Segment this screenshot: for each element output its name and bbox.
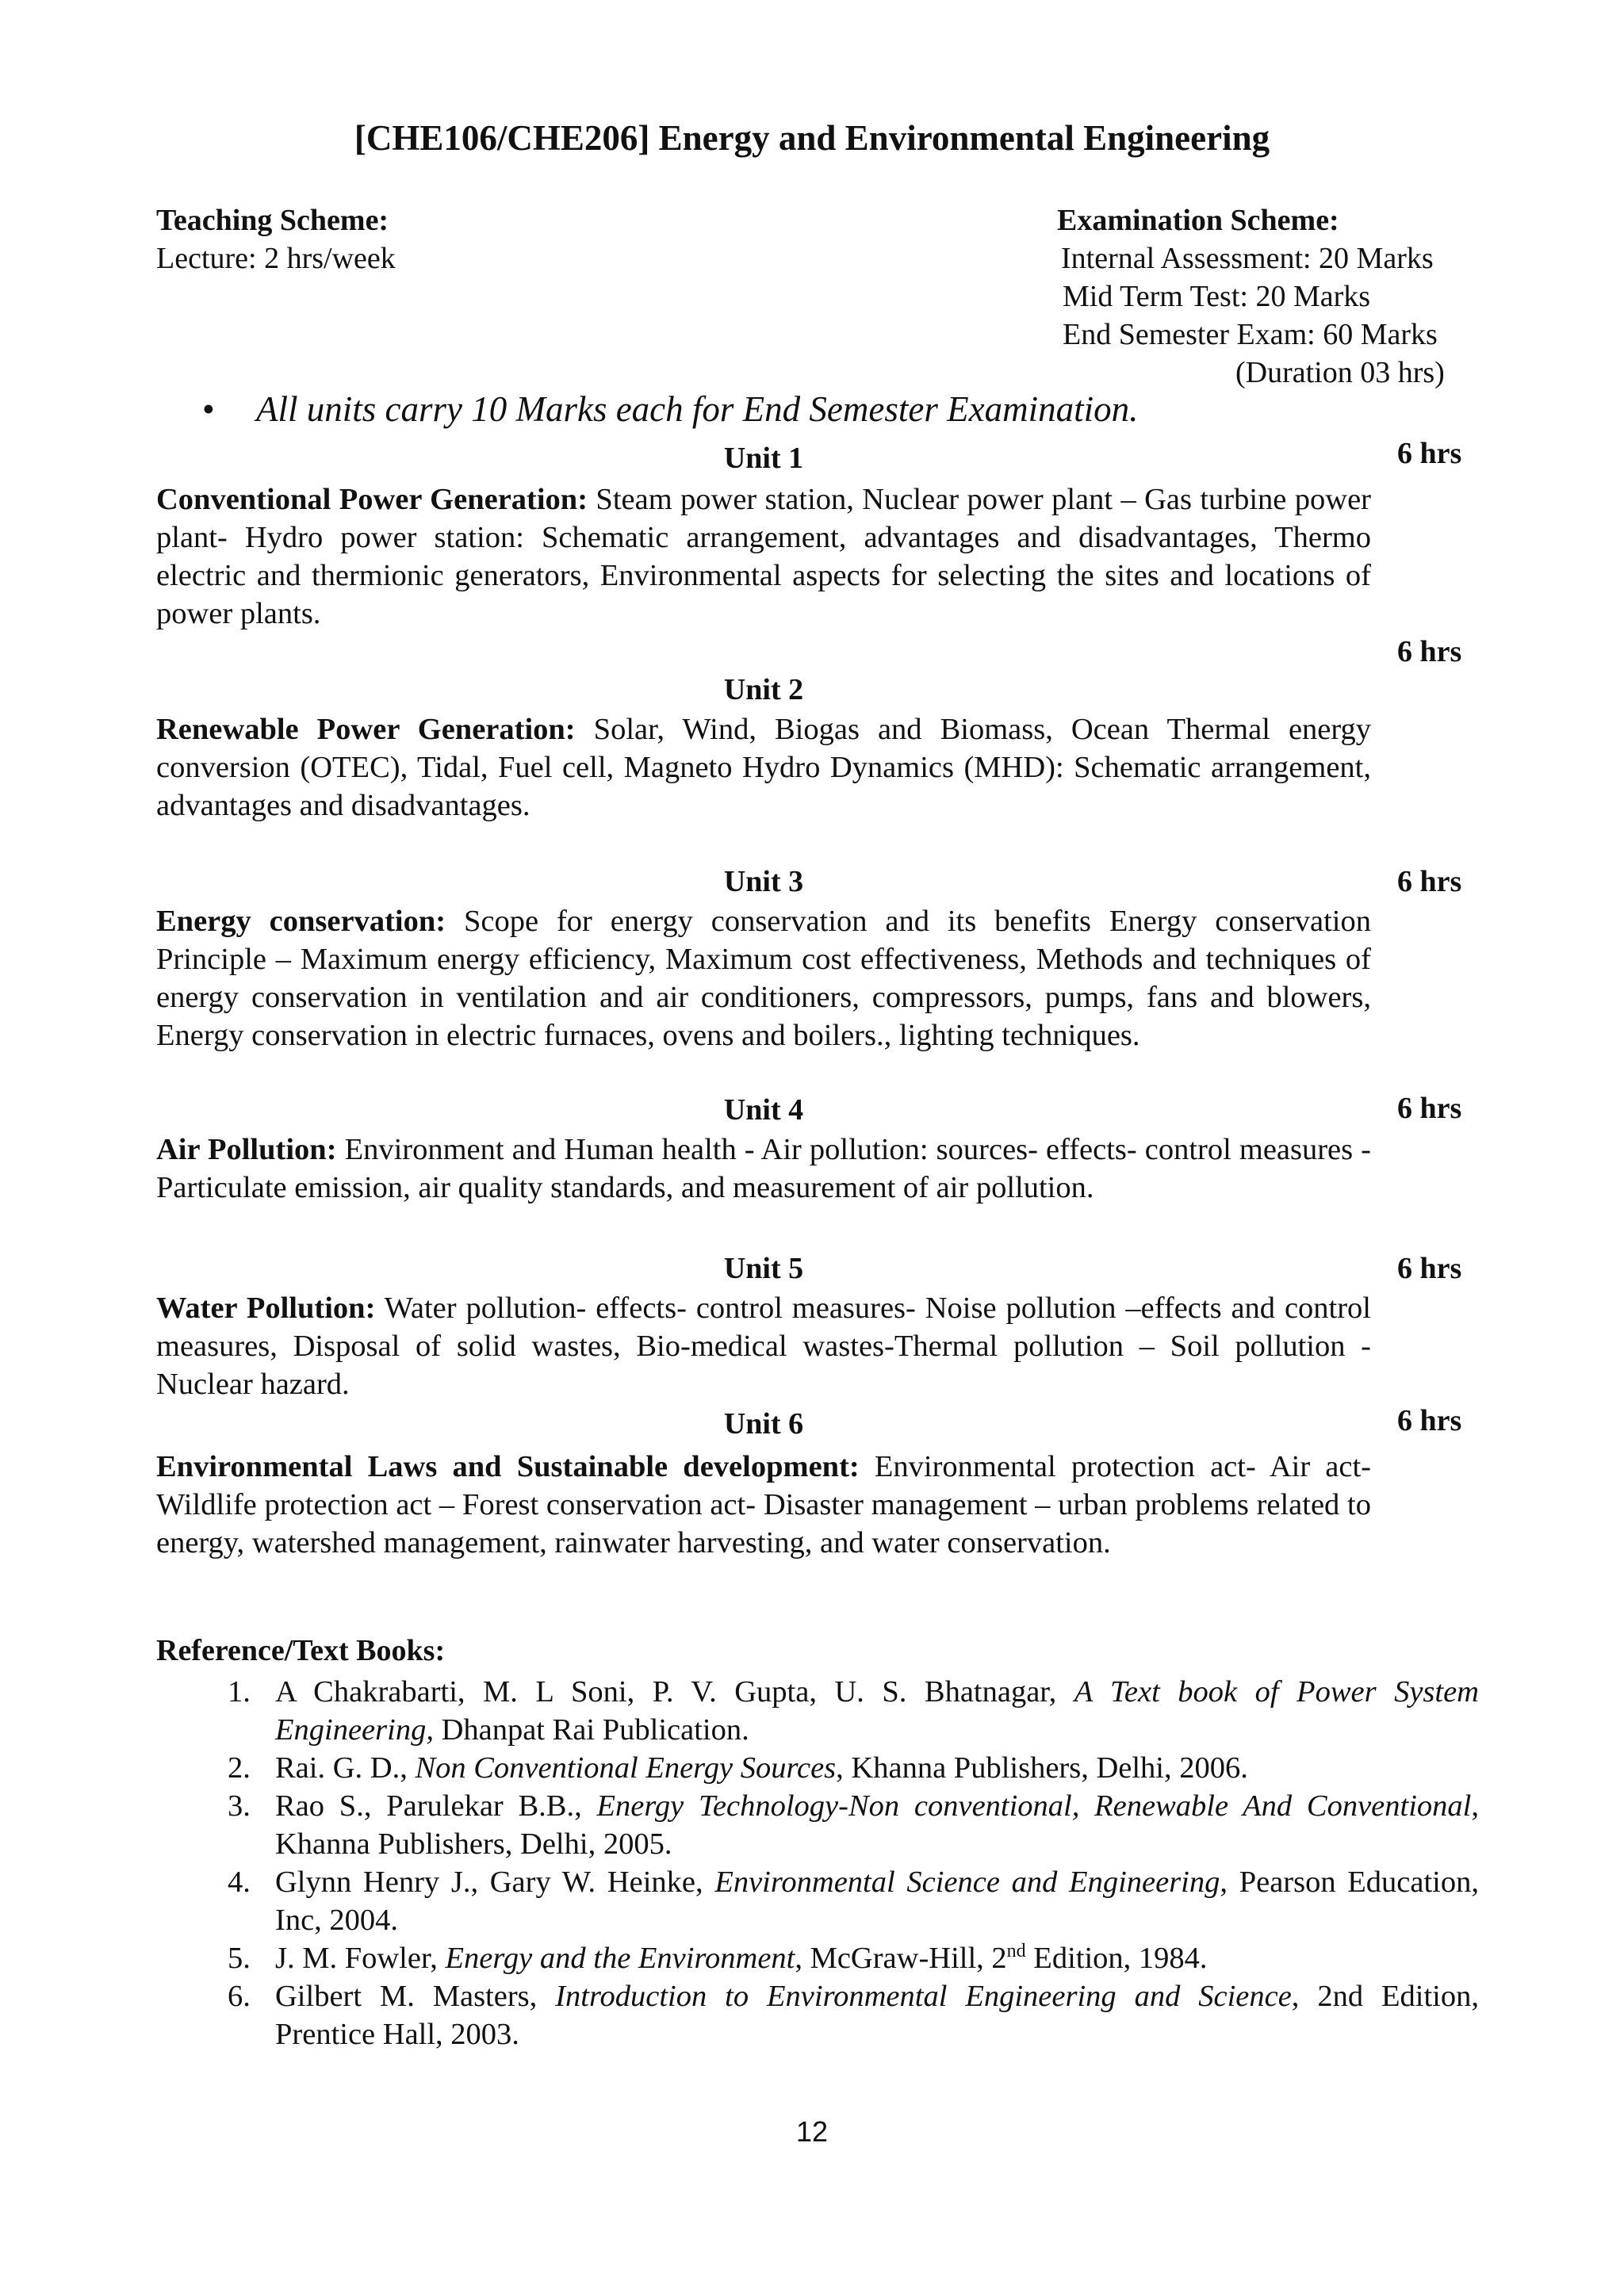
- unit-4-topic: Air Pollution:: [156, 1133, 337, 1166]
- unit-2-hours: 6 hrs: [1397, 635, 1462, 668]
- unit-1-topic: Conventional Power Generation:: [156, 483, 588, 516]
- unit-1-heading: Unit 1: [723, 442, 804, 475]
- unit-4-hours: 6 hrs: [1397, 1092, 1462, 1125]
- reference-item: 1. A Chakrabarti, M. L Soni, P. V. Gupta, U. S. Bhatnagar, A Text book of Power System Engineering, Dhanpat Rai Publication.: [228, 1675, 1479, 1747]
- mid-term-marks: Mid Term Test: 20 Marks: [1063, 280, 1371, 313]
- reference-item: 5. J. M. Fowler, Energy and the Environment, McGraw-Hill, 2nd Edition, 1984.: [228, 1941, 1208, 1975]
- unit-1-hours: 6 hrs: [1397, 437, 1462, 470]
- unit-4-body: Environment and Human health - Air pollution: sources- effects- control measures - Particulate emission, air quality standards, and measurement of air pollution.: [156, 1133, 1371, 1204]
- end-semester-marks: End Semester Exam: 60 Marks: [1063, 318, 1438, 351]
- unit-6-hours: 6 hrs: [1397, 1404, 1462, 1437]
- course-title: [CHE106/CHE206] Energy and Environmental Engineering: [354, 118, 1270, 158]
- reference-item: 2. Rai. G. D., Non Conventional Energy Sources, Khanna Publishers, Delhi, 2006.: [228, 1751, 1248, 1785]
- references-list: [156, 1673, 1479, 2053]
- unit-4-description: [156, 1131, 1371, 1207]
- reference-item: 6. Gilbert M. Masters, Introduction to Environmental Engineering and Science, 2nd Edition, Prentice Hall, 2003.: [228, 1980, 1479, 2051]
- exam-duration: (Duration 03 hrs): [1235, 356, 1445, 389]
- marks-note-text: All units carry 10 Marks each for End Semester Examination.: [256, 389, 1139, 429]
- unit-3-topic: Energy conservation:: [156, 905, 446, 938]
- unit-5-hours: 6 hrs: [1397, 1252, 1462, 1285]
- internal-assessment-marks: Internal Assessment: 20 Marks: [1061, 242, 1434, 275]
- bullet-icon: •: [202, 389, 215, 429]
- references-heading: Reference/Text Books:: [156, 1634, 446, 1667]
- unit-6-topic: Environmental Laws and Sustainable development:: [156, 1450, 860, 1483]
- unit-3-description: [156, 902, 1371, 1054]
- unit-3-body: Scope for energy conservation and its benefits Energy conservation Principle – Maximum energy efficiency, Maximum cost effectiveness, Methods and techniques of energy conservation in ventilation and air conditioners, compressors, pumps, fans and blowers, Energy conservation in electric furnaces, ovens and boilers., lighting techniques.: [156, 905, 1371, 1052]
- unit-5-body: Water pollution- effects- control measures- Noise pollution –effects and control measures, Disposal of solid wastes, Bio-medical wastes-Thermal pollution – Soil pollution -Nuclear hazard.: [156, 1292, 1372, 1401]
- unit-3-hours: 6 hrs: [1397, 865, 1462, 898]
- unit-1-body: Steam power station, Nuclear power plant – Gas turbine power plant- Hydro power station: Schematic arrangement, advantages and disadvantages, Thermo electric and thermionic generators, Environmental aspects for selecting the sites and locations of power plants.: [156, 483, 1371, 630]
- teaching-scheme-heading: Teaching Scheme:: [156, 204, 389, 237]
- lecture-hours: Lecture: 2 hrs/week: [156, 242, 396, 275]
- unit-2-topic: Renewable Power Generation:: [156, 713, 576, 746]
- reference-item: 3. Rao S., Parulekar B.B., Energy Technology-Non conventional, Renewable And Conventional, Khanna Publishers, Delhi, 2005.: [228, 1789, 1479, 1861]
- unit-5-topic: Water Pollution:: [156, 1292, 376, 1325]
- unit-6-heading: Unit 6: [723, 1407, 804, 1441]
- unit-3-heading: Unit 3: [723, 865, 804, 898]
- unit-4-heading: Unit 4: [723, 1093, 804, 1127]
- unit-1-description: [156, 480, 1371, 633]
- page-number: 12: [795, 2115, 829, 2148]
- unit-2-description: [156, 710, 1371, 825]
- unit-5-description: [156, 1289, 1371, 1403]
- examination-scheme-heading: Examination Scheme:: [1057, 204, 1339, 237]
- reference-item: 4. Glynn Henry J., Gary W. Heinke, Environmental Science and Engineering, Pearson Education, Inc, 2004.: [228, 1866, 1479, 1937]
- unit-2-heading: Unit 2: [723, 673, 804, 706]
- unit-2-body: Solar, Wind, Biogas and Biomass, Ocean Thermal energy conversion (OTEC), Tidal, Fuel cell, Magneto Hydro Dynamics (MHD): Schematic arrangement, advantages and disadvantages.: [156, 713, 1371, 822]
- unit-6-body: Environmental protection act- Air act- Wildlife protection act – Forest conservation act- Disaster management – urban problems related to energy, watershed management, rainwater harvesting, and water conservation.: [156, 1450, 1371, 1559]
- unit-5-heading: Unit 5: [723, 1252, 804, 1285]
- marks-note: [202, 388, 1138, 430]
- unit-6-description: [156, 1448, 1371, 1562]
